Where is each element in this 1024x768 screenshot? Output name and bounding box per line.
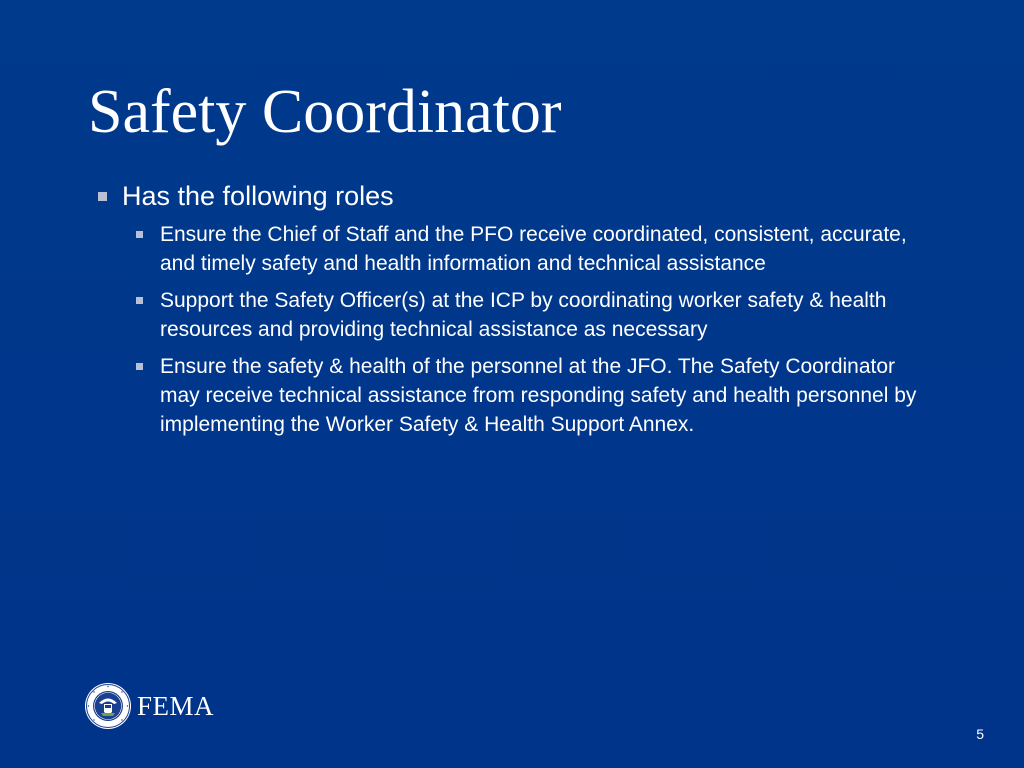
slide-body <box>96 178 936 447</box>
square-bullet-icon <box>132 220 160 249</box>
sub-bullet-text: Support the Safety Officer(s) at the ICP by coordinating worker safety & health resources and providing technical assistance as necessary <box>160 289 887 341</box>
dhs-seal-icon <box>84 682 132 730</box>
bullet-text: Has the following roles <box>122 181 394 211</box>
page-number: 5 <box>976 726 984 742</box>
sub-bullet <box>132 352 936 439</box>
sub-bullet-text: Ensure the safety & health of the personnel at the JFO. The Safety Coordinator may receive technical assistance from responding safety and health personnel by implementing the Worker Safety & Health Support Annex. <box>160 355 917 436</box>
sub-bullet-text: Ensure the Chief of Staff and the PFO receive coordinated, consistent, accurate, and timely safety and health information and technical assistance <box>160 223 907 275</box>
bullet-level1 <box>96 178 936 214</box>
square-bullet-icon <box>132 286 160 315</box>
sub-bullet-list <box>132 220 936 439</box>
slide-title: Safety Coordinator <box>88 78 562 146</box>
sub-bullet <box>132 286 936 344</box>
sub-bullet <box>132 220 936 278</box>
fema-logo <box>84 682 214 730</box>
square-bullet-icon <box>96 178 122 214</box>
fema-wordmark: FEMA <box>137 690 215 721</box>
square-bullet-icon <box>132 352 160 381</box>
